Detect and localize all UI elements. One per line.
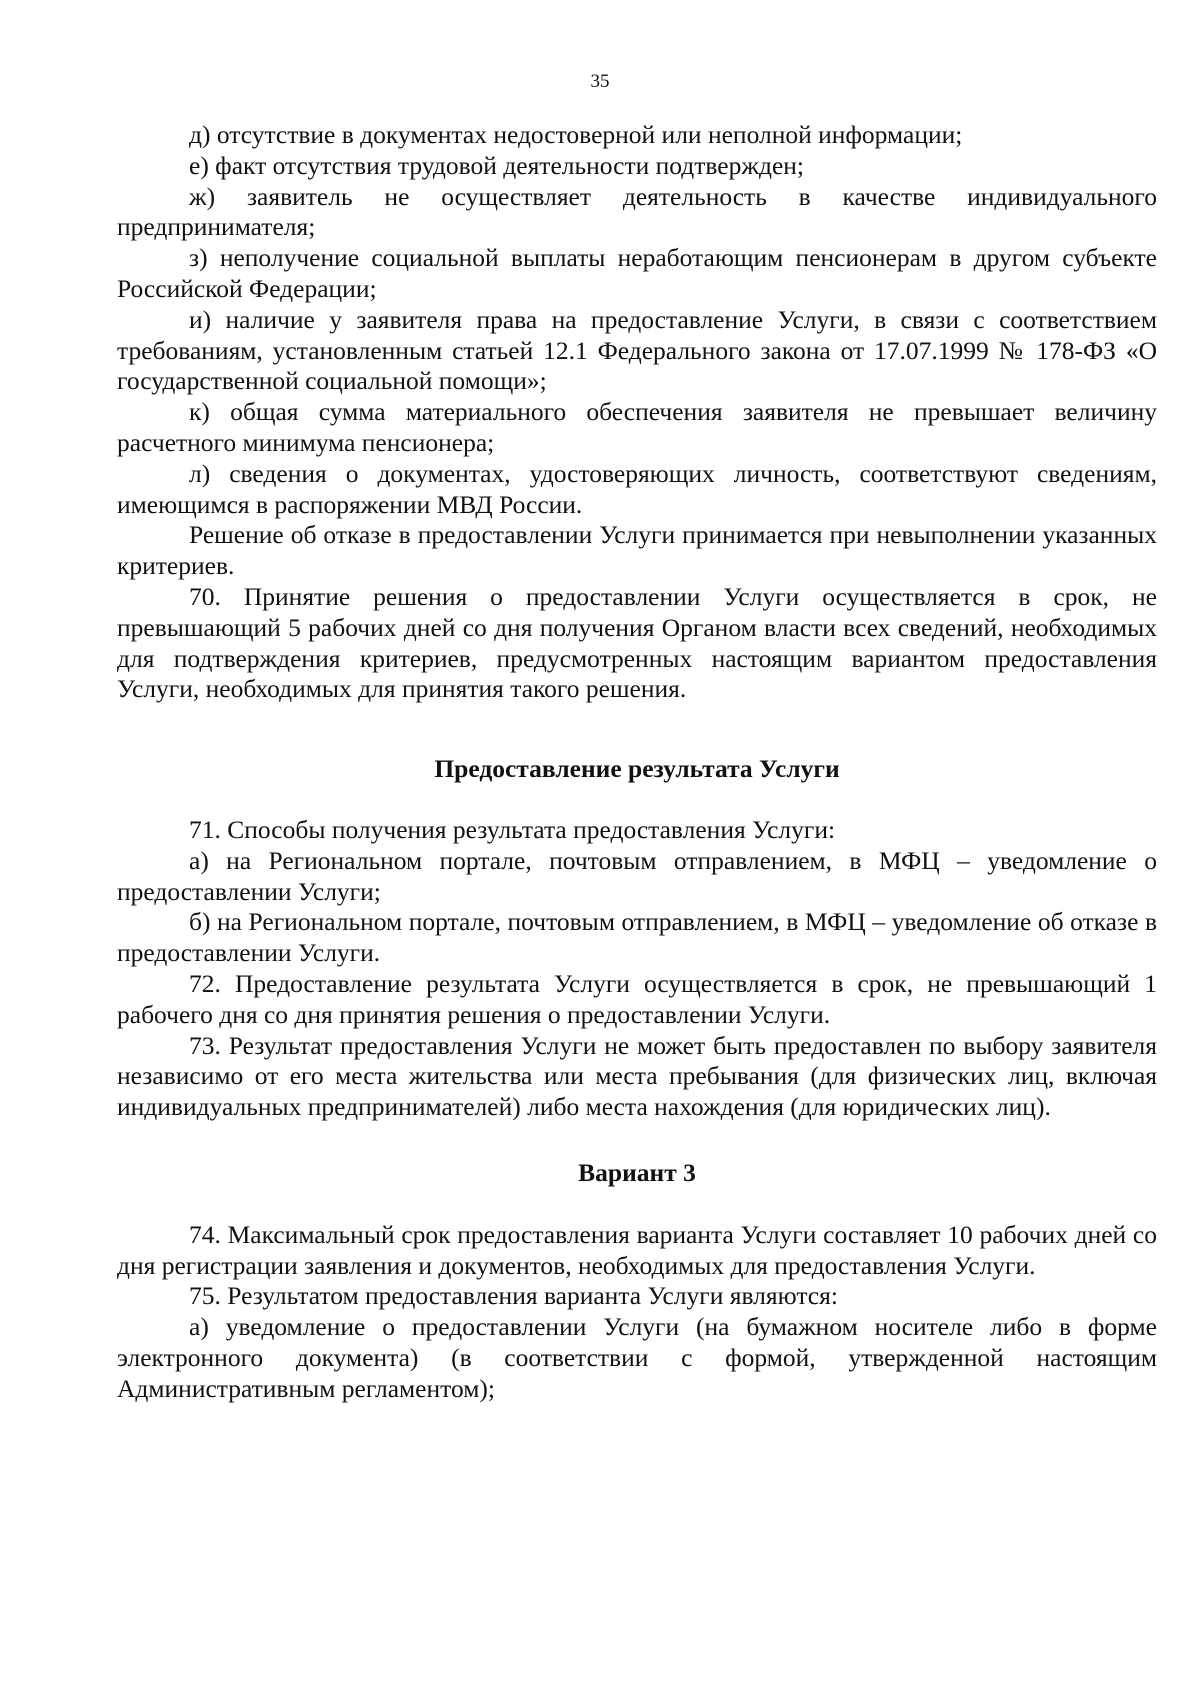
paragraph-71-a: а) на Региональном портале, почтовым отправлением, в МФЦ – уведомление о предоставлении Услуги; bbox=[117, 845, 1157, 906]
paragraph-d: д) отсутствие в документах недостоверной или неполной информации; bbox=[189, 120, 963, 149]
paragraph-75-a: а) уведомление о предоставлении Услуги (на бумажном носителе либо в форме электронного документа) (в соответствии с формой, утвержденной настоящим Административным регламентом); bbox=[117, 1312, 1157, 1403]
paragraph-71: 71. Способы получения результата предоставления Услуги: bbox=[189, 814, 836, 844]
paragraph-75: 75. Результатом предоставления варианта Услуги являются: bbox=[189, 1281, 838, 1311]
paragraph-74: 74. Максимальный срок предоставления варианта Услуги составляет 10 рабочих дней со дня регистрации заявления и документов, необходимых для предоставления Услуги. bbox=[117, 1219, 1157, 1280]
section-heading-variant-3: Вариант 3 bbox=[578, 1157, 696, 1187]
paragraph-e: е) факт отсутствия трудовой деятельности подтвержден; bbox=[189, 150, 805, 180]
paragraph-l: л) сведения о документах, удостоверяющих личность, соответствуют сведениям, имеющимся в распоряжении МВД России. bbox=[117, 458, 1157, 519]
paragraph-k: к) общая сумма материального обеспечения заявителя не превышает величину расчетного минимума пенсионера; bbox=[117, 397, 1157, 457]
document-body bbox=[117, 120, 1157, 1404]
paragraph-zh: ж) заявитель не осуществляет деятельность в качестве индивидуального предпринимателя; bbox=[117, 181, 1157, 242]
page-number: 35 bbox=[590, 71, 610, 92]
paragraph-71-b: б) на Региональном портале, почтовым отправлением, в МФЦ – уведомление об отказе в предоставлении Услуги. bbox=[117, 907, 1157, 968]
paragraph-70: 70. Принятие решения о предоставлении Услуги осуществляется в срок, не превышающий 5 рабочих дней со дня получения Органом власти всех сведений, необходимых для подтверждения критериев, предусмотренных настоящим вариантом предоставления Услуги, необходимых для принятия такого решения. bbox=[117, 581, 1157, 704]
paragraph-z: з) неполучение социальной выплаты неработающим пенсионерам в другом субъекте Российской Федерации; bbox=[117, 243, 1157, 303]
section-heading-result: Предоставление результата Услуги bbox=[434, 754, 840, 784]
paragraph-i: и) наличие у заявителя права на предоставление Услуги, в связи с соответствием требованиям, установленным статьей 12.1 Федерального закона от 17.07.1999 № 178-ФЗ «О государственной социальной помощи»; bbox=[117, 304, 1157, 396]
paragraph-73: 73. Результат предоставления Услуги не может быть предоставлен по выбору заявителя независимо от его места жительства или места пребывания (для физических лиц, включая индивидуальных предпринимателей) либо места нахождения (для юридических лиц). bbox=[117, 1030, 1157, 1122]
paragraph-refusal: Решение об отказе в предоставлении Услуги принимается при невыполнении указанных критериев. bbox=[117, 520, 1157, 581]
paragraph-72: 72. Предоставление результата Услуги осуществляется в срок, не превышающий 1 рабочего дня со дня принятия решения о предоставлении Услуги. bbox=[117, 968, 1157, 1029]
